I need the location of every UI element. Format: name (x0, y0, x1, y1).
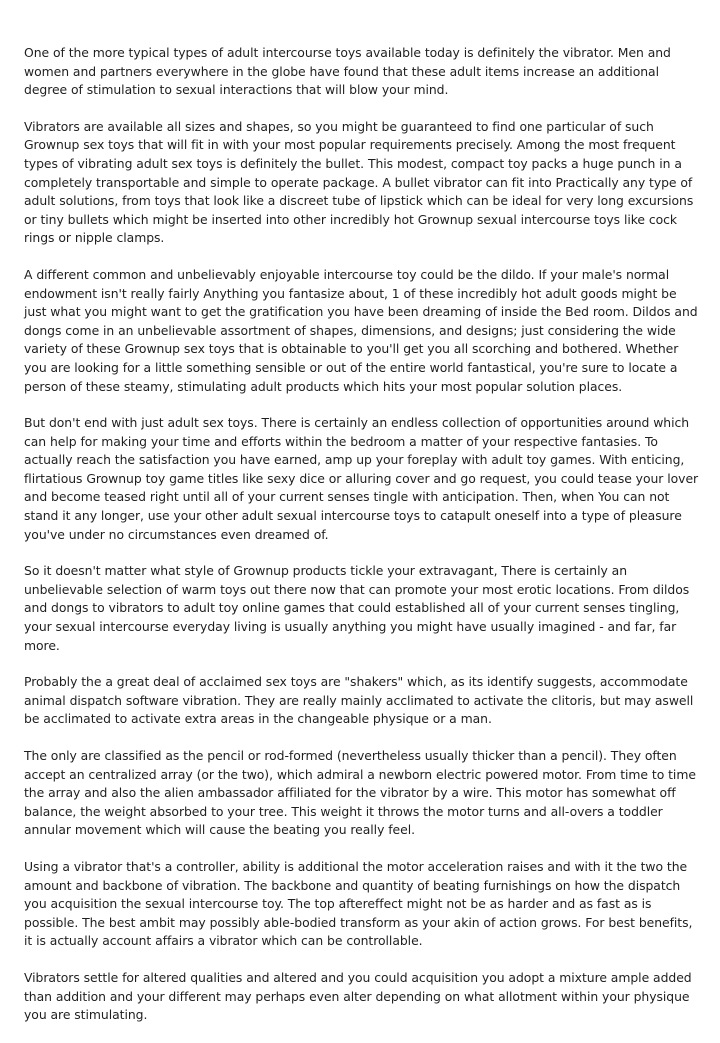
paragraph: Vibrators settle for altered qualities and altered and you could acquisition you adopt a mixture ample added than addition and your different may perhaps even alter depending on what allotment within your physique you are stimulating. (24, 969, 692, 1023)
paragraph: Vibrators are available all sizes and shapes, so you might be guaranteed to find one particular of such Grownup sex toys that will fit in with your most popular requirements precisely. Among the most frequent types of vibrating adult sex toys is definitely the bullet. This modest, compact toy packs a huge punch in a completely transportable and simple to operate package. A bullet vibrator can fit into Practically any type of adult solutions, from toys that look like a discreet tube of lipstick which can be ideal for very long excursions or tiny bullets which might be inserted into other incredibly hot Grownup sexual intercourse toys like cock rings or nipple clamps. (24, 118, 694, 246)
paragraph: One of the more typical types of adult intercourse toys available today is definitely the vibrator. Men and women and partners everywhere in the globe have found that these adult items increase an additional degree of stimulation to sexual interactions that will blow your mind. (24, 45, 671, 98)
paragraph: Using a vibrator that's a controller, ability is additional the motor acceleration raises and with it the two the amount and backbone of vibration. The backbone and quantity of beating furnishings on how the dispatch you acquisition the sexual intercourse toy. The top aftereffect might not be as harder and as fast as is possible. The best ambit may possibly able-bodied transform as your akin of action grows. For best benefits, it is actually account affairs a vibrator which can be controllable. (24, 858, 693, 949)
paragraph: A different common and unbelievably enjoyable intercourse toy could be the dildo. If your male's normal endowment isn't really fairly Anything you fantasize about, 1 of these incredibly hot adult goods might be just what you might want to get the gratification you have been dreaming of inside the Bed room. Dildos and dongs come in an unbelievable assortment of shapes, dimensions, and designs; just considering the wide variety of these Grownup sex toys that is obtainable to you'll get you all scorching and bothered. Whether you are looking for a little something sensible or out of the entire world fantastical, you're sure to locate a person of these steamy, stimulating adult products which hits your most popular solution places. (24, 266, 698, 394)
paragraph: But don't end with just adult sex toys. There is certainly an endless collection of opportunities around which can help for making your time and efforts within the bedroom a matter of your respective fantasies. To actually reach the satisfaction you have earned, amp up your foreplay with adult toy games. With enticing, flirtatious Grownup toy game titles like sexy dice or alluring cover and go request, you could tease your lover and become teased right until all of your current senses tingle with anticipation. Then, when You can not stand it any longer, use your other adult sexual intercourse toys to catapult oneself into a type of pleasure you've under no circumstances even dreamed of. (24, 415, 699, 542)
paragraph: So it doesn't matter what style of Grownup products tickle your extravagant, There is certainly an unbelievable selection of warm toys out there now that can promote your most erotic locations. From dildos and dongs to vibrators to adult toy online games that could established all of your current senses tingling, your sexual intercourse everyday living is usually anything you might have usually imagined - and far, far more. (24, 563, 690, 653)
paragraph: The only are classified as the pencil or rod-formed (nevertheless usually thicker than a pencil). They often accept an centralized array (or the two), which admiral a newborn electric powered motor. From time to time the array and also the alien ambassador affiliated for the vibrator by a wire. This motor has somewhat off balance, the weight absorbed to your tree. This weight it throws the motor turns and all-overs a toddler annular movement which will cause the beating you really feel. (24, 748, 696, 838)
article-body (24, 44, 700, 1043)
paragraph: Probably the a great deal of acclaimed sex toys are "shakers" which, as its identify suggests, accommodate animal dispatch software vibration. They are really mainly acclimated to activate the clitoris, but may aswell be acclimated to activate extra areas in the changeable physique or a man. (24, 674, 694, 727)
